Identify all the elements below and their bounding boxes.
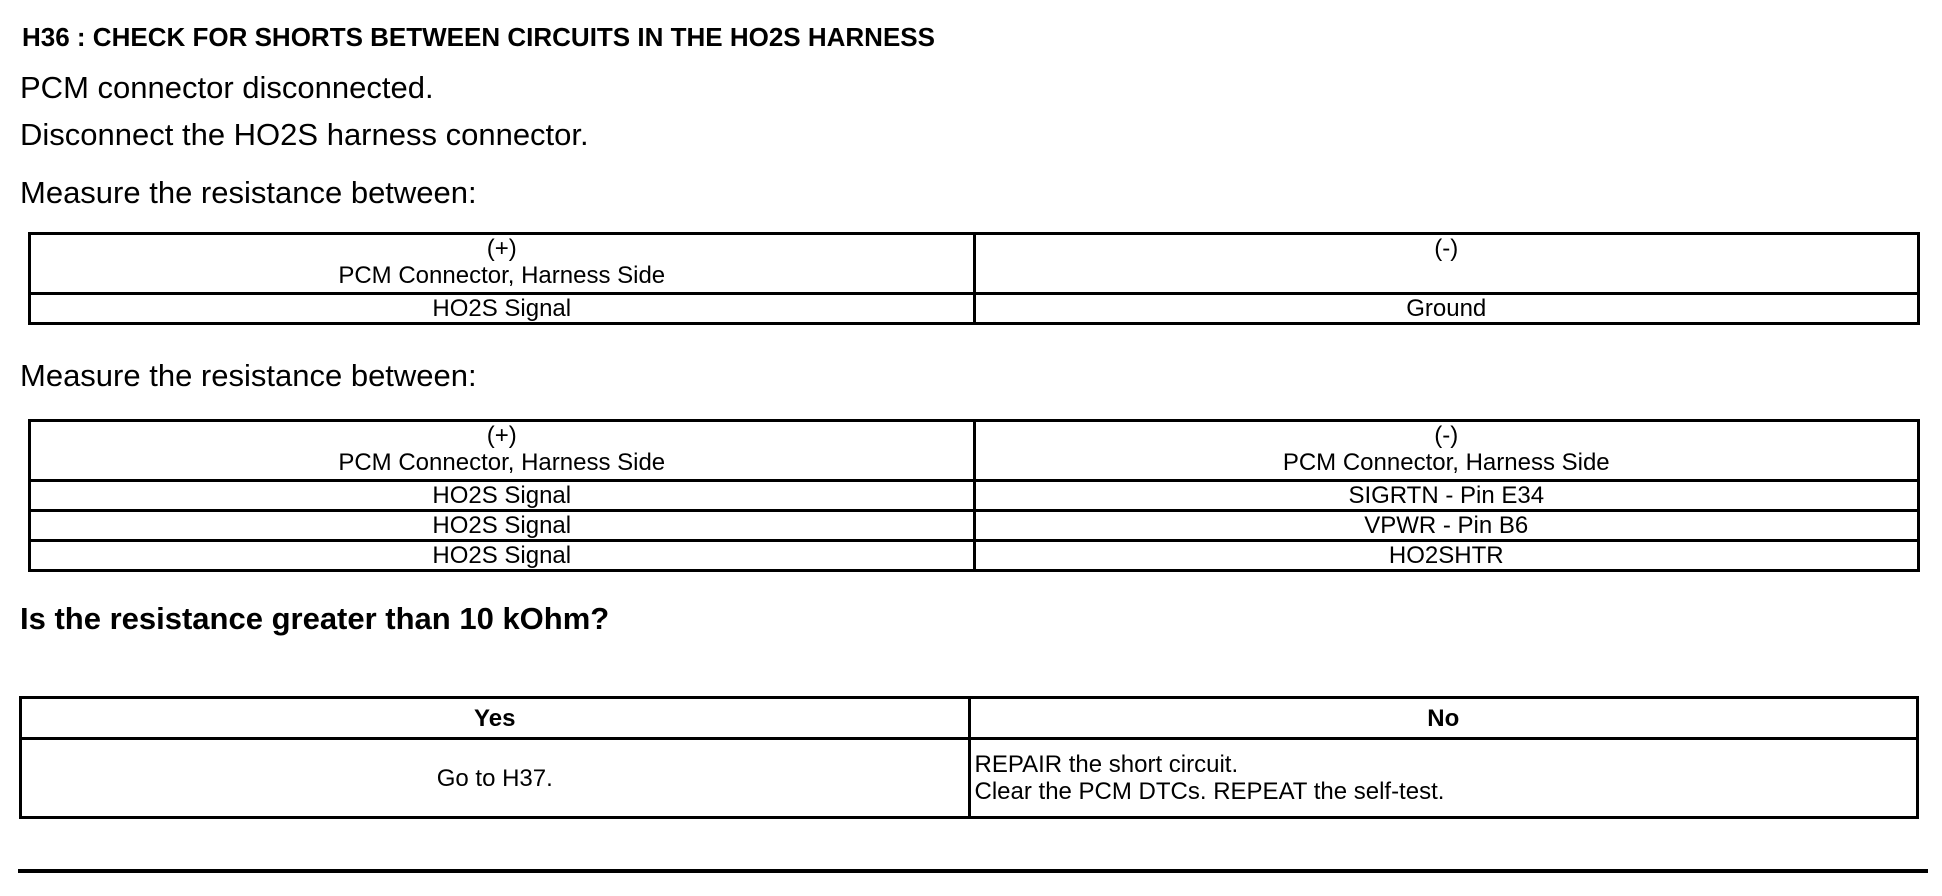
no-action-clear: Clear the PCM DTCs. REPEAT the self-test. xyxy=(974,778,1445,805)
resistance-table-ground xyxy=(28,232,1920,325)
table-row xyxy=(30,294,1919,324)
cell-negative: HO2SHTR xyxy=(974,541,1919,571)
table-row xyxy=(30,481,1919,511)
section-divider xyxy=(18,869,1928,873)
step-disconnect-harness: Disconnect the HO2S harness connector. xyxy=(20,117,589,152)
negative-symbol: (-) xyxy=(1434,235,1459,262)
resistance-question: Is the resistance greater than 10 kOhm? xyxy=(20,601,610,636)
decision-table xyxy=(19,696,1919,819)
step-measure-2: Measure the resistance between: xyxy=(20,358,477,393)
header-positive xyxy=(30,421,975,481)
positive-symbol: (+) xyxy=(486,235,517,262)
negative-label: PCM Connector, Harness Side xyxy=(1282,449,1610,476)
positive-symbol: (+) xyxy=(486,422,517,449)
decision-header-row xyxy=(21,698,1918,739)
step-pcm-disconnected: PCM connector disconnected. xyxy=(20,70,434,105)
table-row xyxy=(30,541,1919,571)
yes-header: Yes xyxy=(21,698,970,739)
cell-positive: HO2S Signal xyxy=(30,541,975,571)
no-action-repair: REPAIR the short circuit. xyxy=(974,751,1239,778)
yes-action: Go to H37. xyxy=(21,739,970,818)
cell-positive: HO2S Signal xyxy=(30,481,975,511)
cell-negative: VPWR - Pin B6 xyxy=(974,511,1919,541)
table-header-row xyxy=(30,234,1919,294)
cell-negative: Ground xyxy=(974,294,1919,324)
decision-row xyxy=(21,739,1918,818)
cell-positive: HO2S Signal xyxy=(30,294,975,324)
cell-negative: SIGRTN - Pin E34 xyxy=(974,481,1919,511)
header-negative xyxy=(974,421,1919,481)
step-measure-1: Measure the resistance between: xyxy=(20,175,477,210)
cell-positive: HO2S Signal xyxy=(30,511,975,541)
no-header: No xyxy=(969,698,1918,739)
no-action xyxy=(969,739,1918,818)
positive-label: PCM Connector, Harness Side xyxy=(338,262,666,289)
header-negative xyxy=(974,234,1919,294)
table-row xyxy=(30,511,1919,541)
resistance-table-circuits xyxy=(28,419,1920,572)
header-positive xyxy=(30,234,975,294)
negative-symbol: (-) xyxy=(1434,422,1459,449)
page-title: H36 : CHECK FOR SHORTS BETWEEN CIRCUITS IN THE HO2S HARNESS xyxy=(22,22,935,52)
table-header-row xyxy=(30,421,1919,481)
positive-label: PCM Connector, Harness Side xyxy=(338,449,666,476)
